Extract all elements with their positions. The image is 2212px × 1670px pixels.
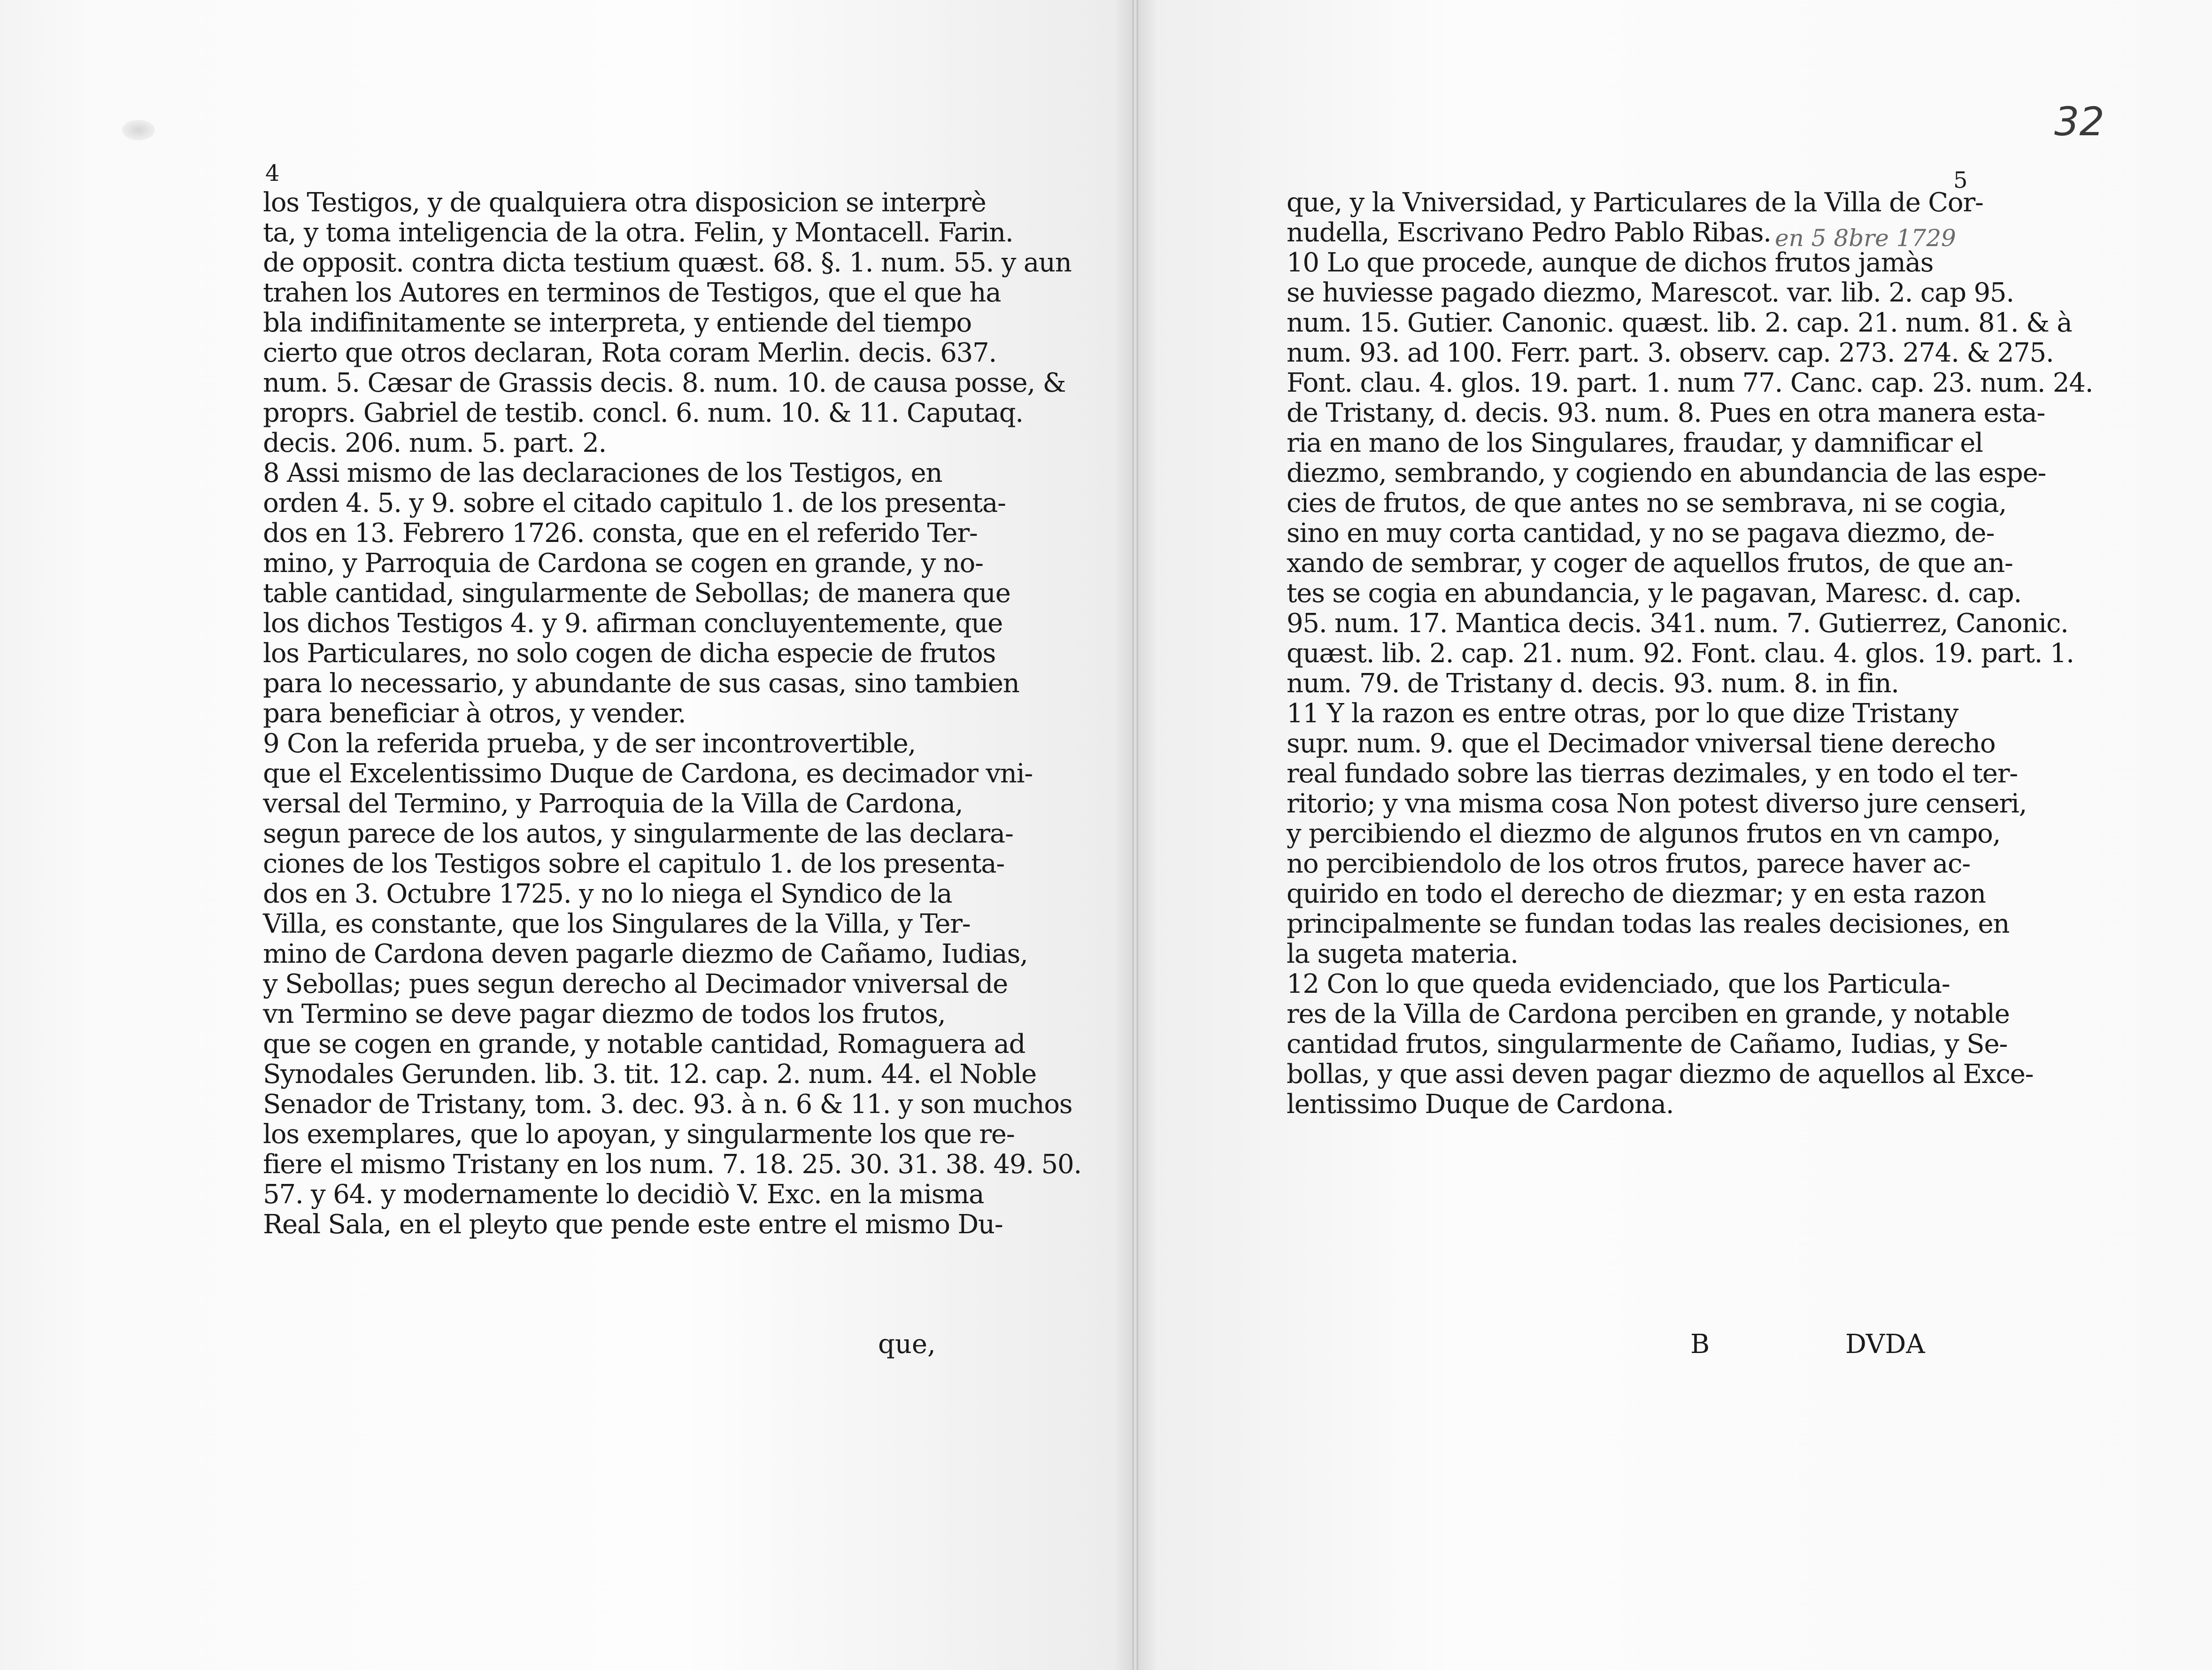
- text-line: los exemplares, que lo apoyan, y singularmente los que re-: [263, 1119, 1015, 1150]
- text-line: num. 79. de Tristany d. decis. 93. num. 8. in fin.: [1287, 668, 1899, 699]
- text-line: para beneficiar à otros, y vender.: [263, 698, 686, 729]
- text-line: quirido en todo el derecho de diezmar; y en esta razon: [1287, 879, 1986, 909]
- text-line: Synodales Gerunden. lib. 3. tit. 12. cap. 2. num. 44. el Noble: [263, 1059, 1037, 1090]
- text-line: vn Termino se deve pagar diezmo de todos los frutos,: [263, 999, 946, 1029]
- text-line: quæst. lib. 2. cap. 21. num. 92. Font. clau. 4. glos. 19. part. 1.: [1287, 638, 2074, 669]
- left-catchword: que,: [878, 1329, 936, 1360]
- text-line: 8 Assi mismo de las declaraciones de los Testigos, en: [263, 458, 942, 488]
- text-line: cies de frutos, de que antes no se sembrava, ni se cogia,: [1287, 488, 2007, 518]
- text-line: 10 Lo que procede, aunque de dichos frutos jamàs: [1287, 247, 1934, 278]
- text-line: fiere el mismo Tristany en los num. 7. 18. 25. 30. 31. 38. 49. 50.: [263, 1149, 1082, 1180]
- text-line: decis. 206. num. 5. part. 2.: [263, 428, 607, 458]
- text-line: real fundado sobre las tierras dezimales, y en todo el ter-: [1287, 758, 2018, 789]
- right-catchword: DVDA: [1845, 1329, 1925, 1360]
- left-text-column: [263, 187, 1082, 1240]
- text-line: mino de Cardona deven pagarle diezmo de Cañamo, Iudias,: [263, 939, 1028, 969]
- text-line: que el Excelentissimo Duque de Cardona, es decimador vni-: [263, 758, 1033, 789]
- right-text-column: [1287, 187, 2093, 1120]
- text-line: proprs. Gabriel de testib. concl. 6. num. 10. & 11. Caputaq.: [263, 398, 1023, 428]
- text-line: num. 15. Gutier. Canonic. quæst. lib. 2. cap. 21. num. 81. & à: [1287, 308, 2072, 338]
- text-line: ritorio; y vna misma cosa Non potest diverso jure censeri,: [1287, 789, 2027, 819]
- text-line: de opposit. contra dicta testium quæst. 68. §. 1. num. 55. y aun: [263, 247, 1071, 278]
- text-line: ciones de los Testigos sobre el capitulo 1. de los presenta-: [263, 849, 1005, 879]
- right-page-number: 5: [1953, 167, 1968, 193]
- text-line: que se cogen en grande, y notable cantidad, Romaguera ad: [263, 1029, 1025, 1059]
- text-line: 9 Con la referida prueba, y de ser incontrovertible,: [263, 728, 916, 759]
- text-line: res de la Villa de Cardona perciben en grande, y notable: [1287, 999, 2010, 1029]
- text-line: 95. num. 17. Mantica decis. 341. num. 7. Gutierrez, Canonic.: [1287, 608, 2068, 639]
- text-line: table cantidad, singularmente de Sebollas; de manera que: [263, 578, 1010, 609]
- text-line: versal del Termino, y Parroquia de la Villa de Cardona,: [263, 789, 963, 819]
- text-line: los dichos Testigos 4. y 9. afirman concluyentemente, que: [263, 608, 1003, 639]
- text-line: 11 Y la razon es entre otras, por lo que dize Tristany: [1287, 698, 1958, 729]
- text-line: segun parece de los autos, y singularmente de las declara-: [263, 819, 1013, 849]
- text-line: trahen los Autores en terminos de Testigos, que el que ha: [263, 278, 1001, 308]
- text-line: 57. y 64. y modernamente lo decidiò V. Exc. en la misma: [263, 1179, 984, 1210]
- handwritten-date-note: en 5 8bre 1729: [1775, 224, 1956, 252]
- text-line: lentissimo Duque de Cardona.: [1287, 1089, 1674, 1120]
- text-line: Real Sala, en el pleyto que pende este entre el mismo Du-: [263, 1209, 1003, 1240]
- text-line: Font. clau. 4. glos. 19. part. 1. num 77. Canc. cap. 23. num. 24.: [1287, 368, 2093, 398]
- text-line: se huviesse pagado diezmo, Marescot. var. lib. 2. cap 95.: [1287, 278, 2014, 308]
- text-line: nudella, Escrivano Pedro Pablo Ribas.: [1287, 217, 1771, 248]
- ink-smudge: [122, 120, 155, 140]
- signature-mark: B: [1690, 1329, 1710, 1360]
- text-line: dos en 3. Octubre 1725. y no lo niega el Syndico de la: [263, 879, 952, 909]
- text-line: y percibiendo el diezmo de algunos frutos en vn campo,: [1287, 819, 2001, 849]
- text-line: xando de sembrar, y coger de aquellos frutos, de que an-: [1287, 548, 2013, 579]
- text-line: tes se cogia en abundancia, y le pagavan, Maresc. d. cap.: [1287, 578, 2022, 609]
- folio-number: 32: [2054, 99, 2104, 145]
- text-line: la sugeta materia.: [1287, 939, 1518, 969]
- text-line: 12 Con lo que queda evidenciado, que los Particula-: [1287, 969, 1950, 999]
- text-line: los Testigos, y de qualquiera otra disposicion se interprè: [263, 187, 986, 218]
- text-line: los Particulares, no solo cogen de dicha especie de frutos: [263, 638, 996, 669]
- left-page-number: 4: [265, 160, 280, 186]
- text-line: bollas, y que assi deven pagar diezmo de aquellos al Exce-: [1287, 1059, 2034, 1090]
- text-line: cierto que otros declaran, Rota coram Merlin. decis. 637.: [263, 338, 997, 368]
- text-line: mino, y Parroquia de Cardona se cogen en grande, y no-: [263, 548, 983, 579]
- text-line: Senador de Tristany, tom. 3. dec. 93. à n. 6 & 11. y son muchos: [263, 1089, 1072, 1120]
- text-line: dos en 13. Febrero 1726. consta, que en el referido Ter-: [263, 518, 978, 549]
- text-line: principalmente se fundan todas las reales decisiones, en: [1287, 909, 2010, 939]
- text-line: num. 93. ad 100. Ferr. part. 3. observ. cap. 273. 274. & 275.: [1287, 338, 2054, 368]
- text-line: que, y la Vniversidad, y Particulares de la Villa de Cor-: [1287, 187, 1983, 218]
- text-line: y Sebollas; pues segun derecho al Decimador vniversal de: [263, 969, 1008, 999]
- text-line: supr. num. 9. que el Decimador vniversal tiene derecho: [1287, 728, 1996, 759]
- text-line: bla indifinitamente se interpreta, y entiende del tiempo: [263, 308, 972, 338]
- text-line: no percibiendolo de los otros frutos, parece haver ac-: [1287, 849, 1971, 879]
- text-line: num. 5. Cæsar de Grassis decis. 8. num. 10. de causa posse, &: [263, 368, 1066, 398]
- text-line: orden 4. 5. y 9. sobre el citado capitulo 1. de los presenta-: [263, 488, 1006, 518]
- text-line: diezmo, sembrando, y cogiendo en abundancia de las espe-: [1287, 458, 2046, 488]
- text-line: de Tristany, d. decis. 93. num. 8. Pues en otra manera esta-: [1287, 398, 2045, 428]
- text-line: ta, y toma inteligencia de la otra. Felin, y Montacell. Farin.: [263, 217, 1013, 248]
- text-line: Villa, es constante, que los Singulares de la Villa, y Ter-: [263, 909, 971, 939]
- text-line: sino en muy corta cantidad, y no se pagava diezmo, de-: [1287, 518, 1995, 549]
- text-line: ria en mano de los Singulares, fraudar, y damnificar el: [1287, 428, 1983, 458]
- text-line: cantidad frutos, singularmente de Cañamo, Iudias, y Se-: [1287, 1029, 2008, 1059]
- text-line: para lo necessario, y abundante de sus casas, sino tambien: [263, 668, 1019, 699]
- book-gutter: [1133, 0, 1138, 1670]
